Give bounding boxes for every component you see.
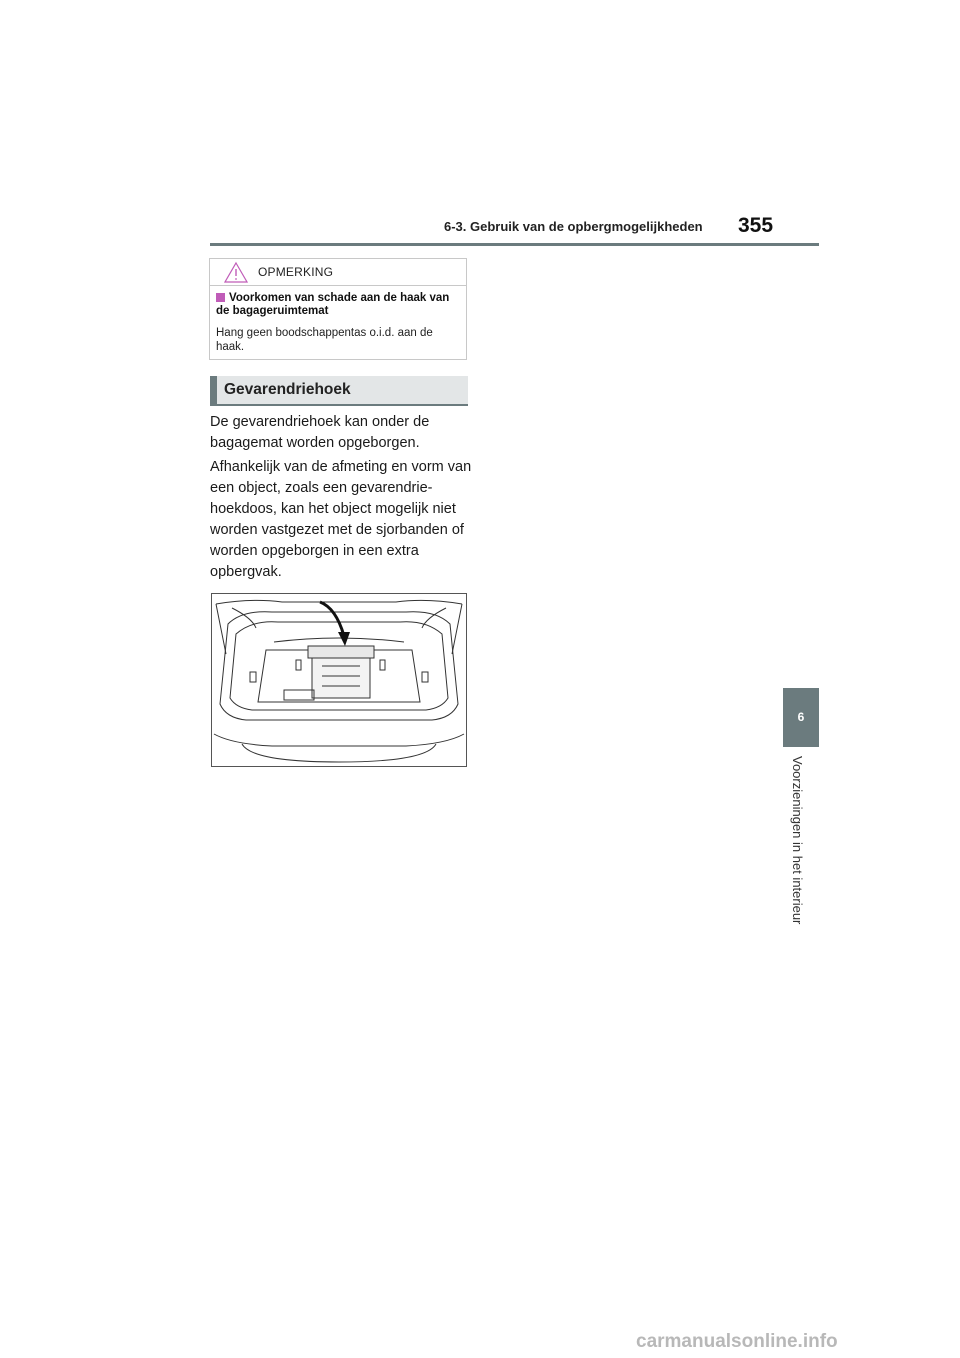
chapter-number: 6	[797, 710, 805, 724]
notice-body: Hang geen boodschappentas o.i.d. aan de haak.	[216, 327, 433, 353]
warning-icon	[224, 261, 248, 283]
notice-title: OPMERKING	[258, 265, 334, 279]
chapter-title: Voorzieningen in het interieur	[790, 756, 805, 925]
trunk-illustration	[211, 593, 467, 767]
paragraph-1: De gevarendriehoek kan onder de bagagemat worden opgeborgen.	[210, 414, 430, 451]
section-heading-text: Gevarendriehoek	[224, 381, 351, 398]
section-heading-bar	[210, 376, 217, 406]
section-heading	[210, 376, 468, 406]
notice-subtitle-text: Voorkomen van schade aan de haak van de bagageruimtemat	[216, 292, 450, 317]
square-bullet-icon	[216, 293, 225, 302]
notice-header	[210, 259, 466, 286]
notice-box	[209, 258, 467, 360]
notice-subtitle	[216, 292, 462, 318]
footer-watermark[interactable]: carmanualsonline.info	[636, 1331, 838, 1352]
page-number: 355	[738, 214, 774, 237]
trunk-drawing	[212, 594, 466, 766]
header-rule	[210, 243, 819, 246]
chapter-tab[interactable]	[783, 688, 819, 747]
paragraph-2: Afhankelijk van de afmeting en vorm van een object, zoals een gevarendrie-hoekdoos, kan het object mogelijk niet worden vastgezet met de sjorbanden of worden opgeborgen in een extra opbergvak.	[210, 459, 472, 580]
header-section-title: 6-3. Gebruik van de opbergmogelijkheden	[444, 219, 703, 234]
